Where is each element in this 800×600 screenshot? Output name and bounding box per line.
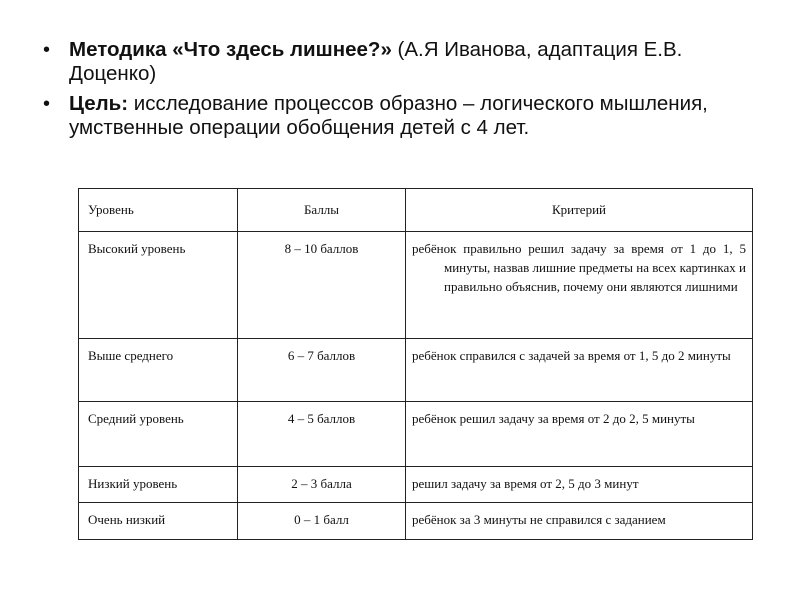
row-level: Средний уровень <box>79 402 238 467</box>
row-score: 2 – 3 балла <box>238 467 406 503</box>
row-score: 4 – 5 баллов <box>238 402 406 467</box>
row-criterion: решил задачу за время от 2, 5 до 3 минут <box>412 476 639 491</box>
bullet-dot-icon: • <box>43 39 51 61</box>
row-level: Очень низкий <box>79 503 238 540</box>
row-criterion-cell <box>406 503 753 540</box>
row-level: Низкий уровень <box>79 467 238 503</box>
bullet-dot-icon: • <box>43 93 51 115</box>
row-criterion-cell <box>406 232 753 339</box>
row-criterion-cell <box>406 402 753 467</box>
table-row <box>79 467 753 503</box>
table-row <box>79 339 753 402</box>
row-score: 0 – 1 балл <box>238 503 406 540</box>
table-header-row <box>79 189 753 232</box>
row-criterion: ребёнок правильно решил задачу за время от 1 до 1, 5 минуты, назвав лишние предметы на всех картинках и правильно объяснив, почему они являются лишними <box>412 241 746 294</box>
row-criterion-cell <box>406 467 753 503</box>
criteria-table <box>78 188 753 540</box>
table-row <box>79 232 753 339</box>
row-score: 6 – 7 баллов <box>238 339 406 402</box>
row-criterion: ребёнок справился с задачей за время от 1, 5 до 2 минуты <box>412 348 731 363</box>
method-title: Методика «Что здесь лишнее?» <box>69 38 392 61</box>
row-level: Выше среднего <box>79 339 238 402</box>
row-criterion: ребёнок за 3 минуты не справился с заданием <box>412 512 666 527</box>
row-level: Высокий уровень <box>79 232 238 339</box>
goal-label: Цель: <box>69 92 129 115</box>
row-score: 8 – 10 баллов <box>238 232 406 339</box>
bullet-method <box>40 38 760 86</box>
method-authors: (А.Я Иванова, адаптация Е.В. Доценко) <box>69 38 683 85</box>
bullet-list <box>40 38 760 146</box>
header-criterion: Критерий <box>406 189 753 232</box>
table-row <box>79 503 753 540</box>
header-score: Баллы <box>238 189 406 232</box>
row-criterion-cell <box>406 339 753 402</box>
table-row <box>79 402 753 467</box>
row-criterion: ребёнок решил задачу за время от 2 до 2, 5 минуты <box>412 411 695 426</box>
header-level: Уровень <box>79 189 238 232</box>
goal-text: исследование процессов образно – логического мышления, умственные операции обобщения детей с 4 лет. <box>69 92 708 139</box>
bullet-goal <box>40 92 760 140</box>
